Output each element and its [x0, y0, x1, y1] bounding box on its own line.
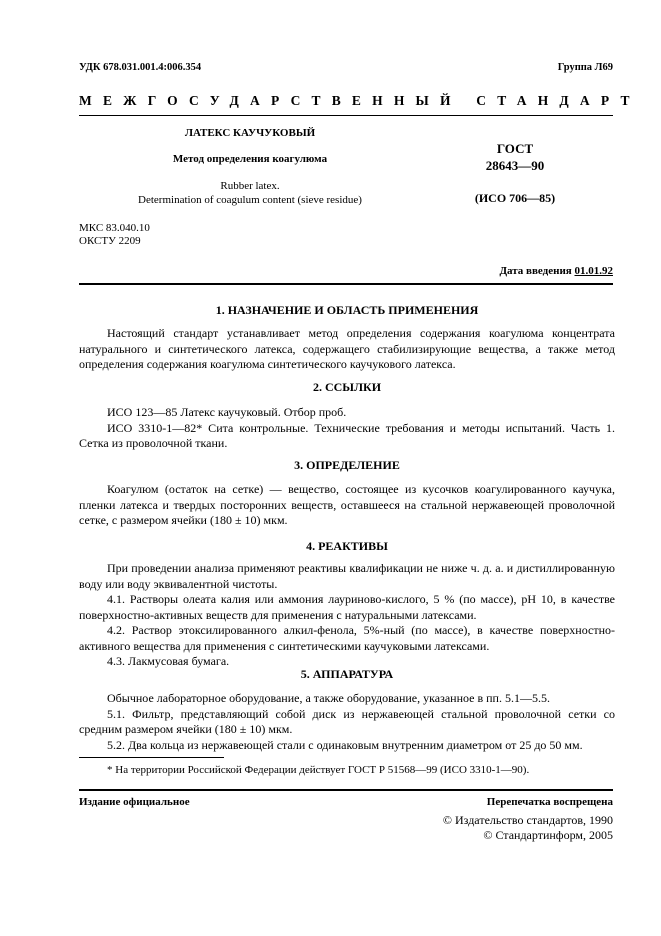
document-title: ЛАТЕКС КАУЧУКОВЫЙ	[184, 127, 316, 139]
english-subtitle: Determination of coagulum content (sieve residue)	[138, 194, 362, 206]
section-4-heading: 4. РЕАКТИВЫ	[306, 539, 388, 553]
section-5-heading: 5. АППАРАТУРА	[300, 667, 394, 681]
document-subtitle: Метод определения коагулюма	[172, 153, 328, 165]
intro-date-label: Дата введения	[499, 265, 572, 277]
reagent-4-2: 4.2. Раствор этоксилированного алкил-фенола, 5%-ный (по массе), в качестве поверхностно-активного вещества для применения с синтетическими каучуковыми латексами.	[79, 623, 615, 653]
reagent-4-1: 4.1. Растворы олеата калия или аммония лауриново-кислого, 5 % (по массе), рН 10, в качестве поверхностно-активных веществ для применения с натуральными латексами.	[79, 592, 615, 622]
iso-reference: (ИСО 706—85)	[474, 191, 556, 205]
reagent-4-3: 4.3. Лакмусовая бумага.	[107, 654, 230, 668]
intro-date-value: 01.01.92	[574, 265, 613, 277]
reagents-intro: При проведении анализа применяют реактивы квалификации не ниже ч. д. а. и дистиллированную воду или воду эквивалентной чистоты.	[79, 561, 615, 591]
definition-paragraph: Коагулюм (остаток на сетке) — вещество, состоящее из кусочков коагулированного каучука, пленки латекса и твердых посторонних веществ, оставшееся на стальной нержавеющей проволочной сетке, с размером ячейки (180 ± 10) мкм.	[79, 482, 615, 527]
section-1-body	[79, 326, 615, 373]
equipment-intro: Обычное лабораторное оборудование, а также оборудование, указанное в пп. 5.1—5.5.	[107, 691, 550, 705]
section-1-paragraph: Настоящий стандарт устанавливает метод определения содержания коагулюма концентрата натурального и синтетического латекса, содержащего стабилизирующие вещества, а также метод определения содержания коагулюма синтетического каучукового латекса.	[79, 326, 615, 371]
mks-code: МКС 83.040.10	[79, 222, 150, 234]
footer-divider	[79, 789, 613, 791]
official-edition: Издание официальное	[79, 796, 190, 808]
reprint-notice: Перепечатка воспрещена	[486, 796, 613, 808]
footnote-divider	[79, 757, 224, 758]
equipment-5-1: 5.1. Фильтр, представляющий собой диск из нержавеющей стальной проволочной сетки со средним размером ячейки (180 ± 10) мкм.	[79, 706, 615, 736]
reference-iso-3310: ИСО 3310-1—82* Сита контрольные. Технические требования и методы испытаний. Часть 1. Сетка из проволочной ткани.	[79, 420, 615, 450]
gost-number: 28643—90	[485, 158, 545, 173]
copyright-standartinform: © Стандартинформ, 2005	[483, 828, 613, 842]
reference-iso-123: ИСО 123—85 Латекс каучуковый. Отбор проб.	[107, 405, 347, 419]
group-code: Группа Л69	[557, 62, 613, 73]
intro-date	[499, 265, 613, 277]
title-divider	[79, 283, 613, 285]
udk-code: УДК 678.031.001.4:006.354	[79, 62, 202, 73]
section-3-heading: 3. ОПРЕДЕЛЕНИЕ	[294, 458, 400, 472]
section-3-body	[79, 482, 615, 529]
section-2-heading: 2. ССЫЛКИ	[312, 380, 382, 394]
gost-label: ГОСТ	[496, 141, 534, 156]
okstu-code: ОКСТУ 2209	[79, 235, 141, 247]
footnote: * На территории Российской Федерации действует ГОСТ Р 51568—99 (ИСО 3310-1—90).	[107, 764, 530, 776]
section-2-body	[79, 405, 615, 452]
section-1-heading: 1. НАЗНАЧЕНИЕ И ОБЛАСТЬ ПРИМЕНЕНИЯ	[215, 303, 479, 317]
copyright-publisher: © Издательство стандартов, 1990	[442, 813, 613, 827]
section-5-body	[79, 691, 615, 753]
header-divider	[79, 115, 613, 116]
english-title: Rubber latex.	[220, 180, 280, 192]
interstate-standard-banner: МЕЖГОСУДАРСТВЕННЫЙ СТАНДАРТ	[79, 93, 641, 108]
section-4-body	[79, 561, 615, 670]
equipment-5-2: 5.2. Два кольца из нержавеющей стали с одинаковым внутренним диаметром от 25 до 50 мм.	[107, 737, 583, 752]
